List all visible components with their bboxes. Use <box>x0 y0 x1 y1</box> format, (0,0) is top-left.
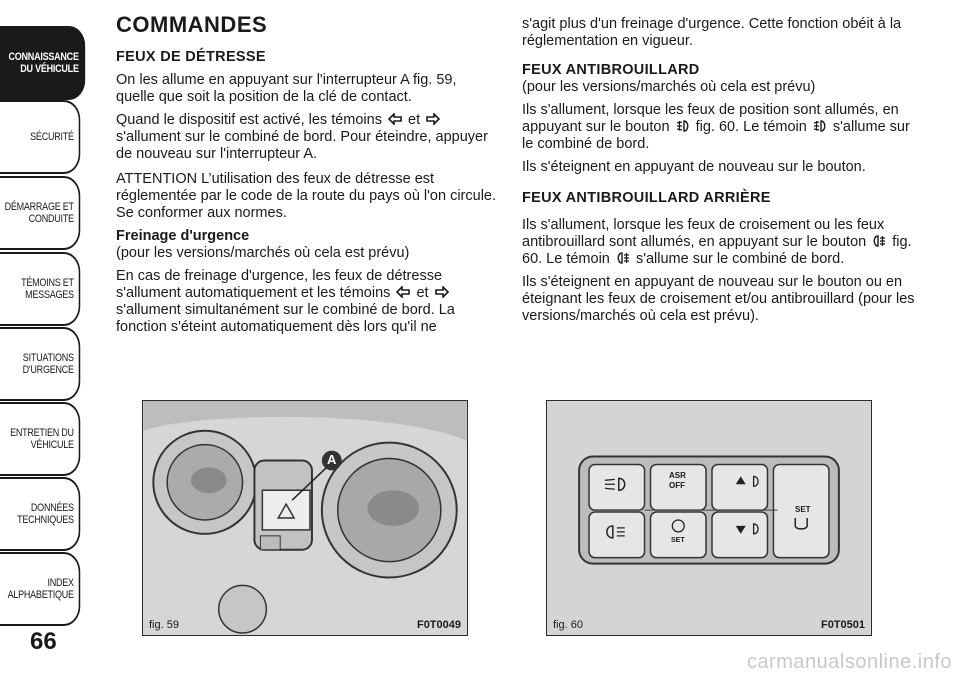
chapter-sidebar <box>0 0 104 678</box>
paragraph: s'agit plus d'un freinage d'urgence. Cette fonction obéit à la réglementation en vigueur. <box>522 16 902 49</box>
section-heading-rear-fog: FEUX ANTIBROUILLARD ARRIÈRE <box>522 190 771 206</box>
text: Ils s'allument, lorsque les feux de croisement ou les feux antibrouillard sont allumés, en appuyant sur le bouton <box>522 217 885 250</box>
text: s'allume sur le combiné de bord. <box>522 119 910 152</box>
tab-situations-d-urgence[interactable] <box>0 327 80 401</box>
tab-connaissance-du-vehicule[interactable] <box>0 26 85 100</box>
page-title: COMMANDES <box>116 12 268 37</box>
figure-code: F0T0501 <box>820 619 865 631</box>
tab-label: DONNÉES TECHNIQUES <box>17 502 74 526</box>
left-column <box>116 12 497 342</box>
paragraph <box>116 268 496 336</box>
hazard-switch <box>262 490 310 530</box>
turn-right-indicator-icon <box>435 286 449 298</box>
watermark: carmanualsonline.info <box>746 651 952 673</box>
right-column <box>522 16 922 331</box>
tab-label: DÉMARRAGE ET CONDUITE <box>4 201 74 225</box>
tab-demarrage-et-conduite[interactable] <box>0 176 80 250</box>
tab-label: CONNAISSANCE DU VÉHICULE <box>8 51 79 75</box>
tab-label: INDEX ALPHABETIQUE <box>7 577 74 601</box>
rear-fog-lamp-icon <box>872 235 886 247</box>
tab-label: SÉCURITÉ <box>30 131 74 143</box>
paragraph-attention: ATTENTION L’utilisation des feux de détresse est réglementée par le code de la route du pays où l'on circule. Se conformer aux normes. <box>116 171 497 221</box>
headlamp-up-button <box>712 464 768 510</box>
tab-donnees-techniques[interactable] <box>0 477 80 551</box>
dashboard-hazard-illustration <box>143 401 467 635</box>
note: (pour les versions/marchés où cela est prévu) <box>522 79 816 95</box>
paragraph <box>116 112 496 163</box>
figure-caption: fig. 59 <box>149 619 179 631</box>
text: s'allument simultanément sur le combiné de bord. La fonction s'éteint automatiquement dès lors qu'il ne <box>116 302 455 335</box>
paragraph <box>522 217 922 268</box>
tab-label: SITUATIONS D'URGENCE <box>22 352 74 376</box>
section-heading-fog: FEUX ANTIBROUILLARD <box>522 62 700 78</box>
text: Quand le dispositif est activé, les témoins <box>116 112 382 128</box>
turn-left-indicator-icon <box>388 113 402 125</box>
off-label: OFF <box>669 481 685 490</box>
paragraph: Ils s'éteignent en appuyant de nouveau sur le bouton ou en éteignant les feux de croisement et/ou antibrouillard (pour les versions/marchés où cela est prévu). <box>522 274 915 324</box>
tab-index-alphabetique[interactable] <box>0 552 80 626</box>
subheading-freinage: Freinage d'urgence <box>116 228 250 244</box>
callout-a: A <box>327 452 337 467</box>
text: En cas de freinage d'urgence, les feux de détresse s'allument automatiquement et les témoins <box>116 268 443 301</box>
text: Ils s'allument, lorsque les feux de position sont allumés, en appuyant sur le bouton <box>522 102 899 135</box>
figure-60 <box>546 400 872 636</box>
text: s'allument sur le combiné de bord. Pour éteindre, appuyer de nouveau sur l'interrupteur A. <box>116 129 488 162</box>
page-number: 66 <box>30 628 57 655</box>
text: et <box>416 285 429 301</box>
asr-label: ASR <box>669 471 686 480</box>
figure-caption: fig. 60 <box>553 619 583 631</box>
paragraph: On les allume en appuyant sur l'interrupteur A fig. 59, quelle que soit la position de la clé de contact. <box>116 72 457 105</box>
tab-label: TÉMOINS ET MESSAGES <box>21 277 74 301</box>
turn-right-indicator-icon <box>426 113 440 125</box>
tab-securite[interactable] <box>0 100 80 174</box>
text: fig. 60. Le témoin <box>522 234 912 267</box>
rear-fog-lamp-icon <box>616 252 630 264</box>
text: et <box>408 112 421 128</box>
set-label: SET <box>795 505 811 514</box>
tab-label: ENTRETIEN DU VÉHICULE <box>10 427 74 451</box>
tab-temoins-et-messages[interactable] <box>0 252 80 326</box>
text: s'allume sur le combiné de bord. <box>635 251 845 267</box>
rear-fog-button <box>589 512 645 558</box>
paragraph: Ils s'éteignent en appuyant de nouveau sur le bouton. <box>522 159 866 175</box>
turn-left-indicator-icon <box>396 286 410 298</box>
front-fog-lamp-icon <box>813 120 827 132</box>
paragraph <box>522 102 922 153</box>
figure-59 <box>142 400 468 636</box>
switch-panel-illustration <box>547 401 871 635</box>
tpms-set-button <box>651 512 707 558</box>
note: (pour les versions/marchés où cela est prévu) <box>116 245 410 261</box>
tpms-set-label: SET <box>671 537 685 544</box>
tab-entretien-du-vehicule[interactable] <box>0 402 80 476</box>
front-fog-button <box>589 464 645 510</box>
front-fog-lamp-icon <box>676 120 690 132</box>
headlamp-down-button <box>712 512 768 558</box>
section-heading-hazard: FEUX DE DÉTRESSE <box>116 49 266 65</box>
figure-code: F0T0049 <box>416 619 461 631</box>
text: fig. 60. Le témoin <box>695 119 807 135</box>
